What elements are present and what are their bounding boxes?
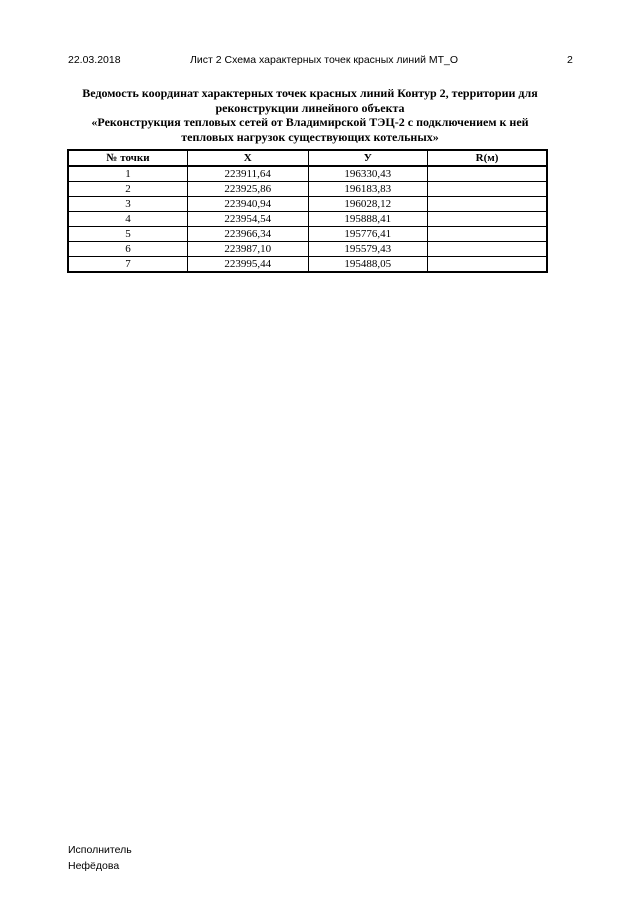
cell-x: 223925,86 bbox=[187, 182, 308, 197]
cell-y: 195776,41 bbox=[308, 227, 428, 242]
table-row bbox=[68, 166, 547, 182]
cell-x: 223940,94 bbox=[187, 197, 308, 212]
title-line-1: Ведомость координат характерных точек красных линий Контур 2, территории для bbox=[82, 86, 538, 100]
table-row bbox=[68, 242, 547, 257]
header-sheet-title: Лист 2 Схема характерных точек красных линий МТ_О bbox=[190, 54, 459, 66]
cell-x: 223911,64 bbox=[187, 166, 308, 182]
cell-y: 195888,41 bbox=[308, 212, 428, 227]
column-header-point: № точки bbox=[68, 150, 187, 166]
cell-point: 7 bbox=[68, 257, 187, 273]
cell-y: 195579,43 bbox=[308, 242, 428, 257]
table-row bbox=[68, 257, 547, 273]
cell-radius bbox=[428, 182, 547, 197]
executor-label: Исполнитель bbox=[68, 844, 132, 856]
cell-radius bbox=[428, 227, 547, 242]
cell-y: 195488,05 bbox=[308, 257, 428, 273]
cell-y: 196028,12 bbox=[308, 197, 428, 212]
cell-radius bbox=[428, 212, 547, 227]
cell-x: 223987,10 bbox=[187, 242, 308, 257]
cell-x: 223966,34 bbox=[187, 227, 308, 242]
title-line-4: тепловых нагрузок существующих котельных» bbox=[181, 129, 439, 144]
page-header bbox=[0, 54, 640, 68]
column-header-radius: R(м) bbox=[428, 150, 547, 166]
cell-y: 196183,83 bbox=[308, 182, 428, 197]
coordinates-table bbox=[67, 149, 548, 273]
cell-radius bbox=[428, 166, 547, 182]
column-header-y: У bbox=[308, 150, 428, 166]
cell-point: 6 bbox=[68, 242, 187, 257]
document-title bbox=[60, 86, 560, 144]
title-line-2: реконструкции линейного объекта bbox=[215, 100, 405, 115]
executor-name: Нефёдова bbox=[68, 860, 120, 872]
cell-radius bbox=[428, 257, 547, 273]
table-row bbox=[68, 182, 547, 197]
cell-radius bbox=[428, 242, 547, 257]
cell-x: 223954,54 bbox=[187, 212, 308, 227]
cell-radius bbox=[428, 197, 547, 212]
signature-block bbox=[68, 842, 132, 874]
cell-point: 3 bbox=[68, 197, 187, 212]
table-row bbox=[68, 212, 547, 227]
cell-point: 4 bbox=[68, 212, 187, 227]
cell-point: 1 bbox=[68, 166, 187, 182]
cell-x: 223995,44 bbox=[187, 257, 308, 273]
column-header-x: Х bbox=[187, 150, 308, 166]
table-row bbox=[68, 197, 547, 212]
header-page-number: 2 bbox=[567, 54, 573, 66]
cell-point: 5 bbox=[68, 227, 187, 242]
table-row bbox=[68, 227, 547, 242]
header-date: 22.03.2018 bbox=[68, 54, 121, 66]
table-header-row bbox=[68, 150, 547, 166]
cell-point: 2 bbox=[68, 182, 187, 197]
cell-y: 196330,43 bbox=[308, 166, 428, 182]
title-line-3: «Реконструкция тепловых сетей от Владимирской ТЭЦ-2 с подключением к ней bbox=[91, 115, 529, 129]
